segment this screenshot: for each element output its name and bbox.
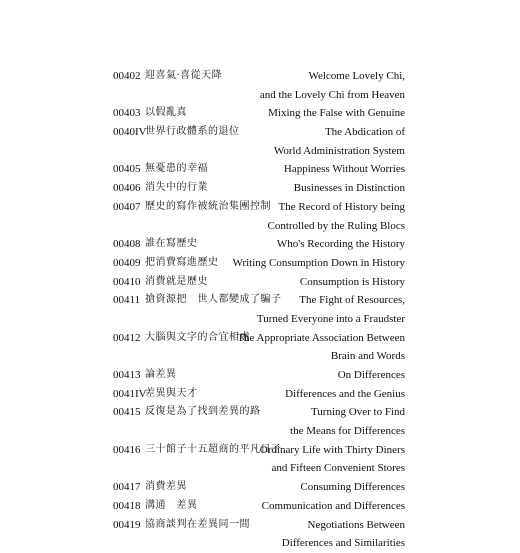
entry-title-english: and Fifteen Convenient Stores xyxy=(271,462,405,475)
entry-title-chinese: 大腦與文字的合宜相處 xyxy=(145,331,250,343)
entry-title-english: Turned Everyone into a Fraudster xyxy=(256,312,405,325)
entry-title-english: and the Lovely Chi from Heaven xyxy=(259,88,405,101)
entry-title-english: Happiness Without Worries xyxy=(283,163,405,176)
entry-title-english: Controlled by the Ruling Blocs xyxy=(267,219,405,232)
entry-title-english: The Appropriate Association Between xyxy=(237,331,405,344)
entry-code: 00412 xyxy=(113,331,141,344)
entry-title-english: Who's Recording the History xyxy=(276,238,405,251)
entry-title-english: The Fight of Resources, xyxy=(299,294,405,307)
entry-title-chinese: 迎喜氣‧喜從天降 xyxy=(145,70,223,81)
entry-title-chinese: 搶資源把 世人都變成了騙子 xyxy=(145,294,282,306)
entry-code: 0040IV xyxy=(113,126,147,139)
entry-title-chinese: 把消費寫進歷史 xyxy=(145,256,219,268)
entry-title-english: Consuming Differences xyxy=(300,481,405,494)
toc-line xyxy=(113,142,405,161)
entry-title-chinese: 論差異 xyxy=(145,369,177,380)
toc-line xyxy=(113,160,405,179)
entry-title-english: Differences and Similarities xyxy=(281,537,405,550)
entry-title-chinese: 消費就是歷史 xyxy=(145,275,208,287)
entry-title-chinese: 溝通 差異 xyxy=(145,499,198,511)
entry-code: 00405 xyxy=(113,163,141,176)
toc-line xyxy=(113,273,405,292)
toc-line xyxy=(113,254,405,273)
toc-line xyxy=(113,179,405,198)
table-of-contents xyxy=(113,67,405,553)
entry-code: 00402 xyxy=(113,70,141,82)
entry-title-english: On Differences xyxy=(337,369,405,381)
entry-title-english: The Record of History being xyxy=(278,200,405,213)
entry-title-english: Differences and the Genius xyxy=(285,387,405,400)
entry-code: 0041IV xyxy=(113,387,147,400)
entry-code: 00419 xyxy=(113,518,141,531)
entry-title-english: Writing Consumption Down in History xyxy=(232,256,405,269)
toc-line xyxy=(113,310,405,329)
toc-line xyxy=(113,347,405,366)
toc-line xyxy=(113,86,405,105)
entry-title-chinese: 無憂患的幸福 xyxy=(145,163,208,175)
entry-code: 00411 xyxy=(113,294,141,307)
entry-title-chinese: 反復是為了找到差異的路 xyxy=(145,406,261,418)
toc-line xyxy=(113,366,405,385)
entry-code: 00406 xyxy=(113,182,141,195)
entry-code: 00418 xyxy=(113,499,141,512)
entry-title-english: Consumption is History xyxy=(299,275,405,288)
entry-code: 00409 xyxy=(113,256,141,269)
entry-code: 00415 xyxy=(113,406,141,419)
entry-title-english: Turning Over to Find xyxy=(310,406,405,419)
entry-title-english: Welcome Lovely Chi, xyxy=(308,70,405,82)
toc-line xyxy=(113,198,405,217)
toc-line xyxy=(113,235,405,254)
entry-title-english: Negotiations Between xyxy=(307,518,405,531)
toc-line xyxy=(113,67,405,86)
entry-title-chinese: 協商談判在差異同一間 xyxy=(145,518,250,530)
toc-line xyxy=(113,329,405,348)
entry-title-chinese: 以假亂真 xyxy=(145,107,187,119)
toc-line xyxy=(113,104,405,123)
entry-code: 00413 xyxy=(113,369,141,381)
toc-line xyxy=(113,291,405,310)
entry-title-english: Businesses in Distinction xyxy=(293,182,405,195)
toc-line xyxy=(113,478,405,497)
entry-title-english: Brain and Words xyxy=(330,350,405,363)
toc-line xyxy=(113,123,405,142)
entry-title-english: The Abdication of xyxy=(324,126,405,139)
entry-title-english: Communication and Differences xyxy=(261,499,405,512)
entry-code: 00407 xyxy=(113,200,141,213)
entry-code: 00410 xyxy=(113,275,141,288)
entry-title-chinese: 消失中的行業 xyxy=(145,182,208,194)
entry-title-chinese: 差異與天才 xyxy=(145,387,198,399)
entry-title-chinese: 三十館子十五超商的平凡日子 xyxy=(145,443,282,455)
toc-line xyxy=(113,403,405,422)
entry-code: 00408 xyxy=(113,238,141,251)
entry-code: 00403 xyxy=(113,107,141,120)
toc-line xyxy=(113,422,405,441)
toc-line xyxy=(113,534,405,553)
toc-line xyxy=(113,459,405,478)
entry-title-chinese: 歷史的寫作被統治集團控制 xyxy=(145,200,271,212)
toc-line xyxy=(113,441,405,460)
toc-line xyxy=(113,385,405,404)
entry-title-english: Mixing the False with Genuine xyxy=(268,107,405,120)
entry-title-chinese: 世界行政體系的退位 xyxy=(145,126,240,138)
toc-line xyxy=(113,217,405,236)
entry-title-chinese: 消費差異 xyxy=(145,481,187,493)
entry-title-english: the Means for Differences xyxy=(290,425,405,438)
toc-line xyxy=(113,516,405,535)
entry-title-english: World Administration System xyxy=(273,144,405,157)
entry-title-chinese: 誰在寫歷史 xyxy=(145,238,198,250)
entry-code: 00417 xyxy=(113,481,141,494)
entry-title-english: Ordinary Life with Thirty Diners xyxy=(259,443,405,456)
entry-code: 00416 xyxy=(113,443,141,456)
